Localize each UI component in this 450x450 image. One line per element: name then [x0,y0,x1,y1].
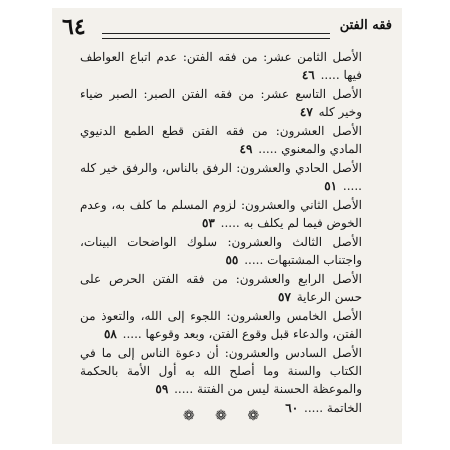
toc-entry: الأصل السادس والعشرون: أن دعوة الناس إلى ما في الكتاب والسنة وما أصلح الله به أول الأمة بالحكمة والموعظة الحسنة ليس من الفتنة ..... ٥٩ [80,346,362,396]
toc-entry-page: ٥١ [324,179,338,193]
toc-entry-text: الأصل الثامن عشر: من فقه الفتن: عدم اتباع العواطف فيها [80,50,362,82]
toc-entry-page: ٥٥ [225,253,239,267]
toc-entry: الأصل الثاني والعشرون: لزوم المسلم ما كلف به، وعدم الخوض فيما لم يكلف به ..... ٥٣ [80,198,362,230]
toc-entry: الأصل العشرون: من فقه الفتن قطع الطمع الدنيوي المادي والمعنوي ..... ٤٩ [80,124,362,156]
toc-entry-text: الأصل الثالث والعشرون: سلوك الواضحات البينات، واجتناب المشتبهات [80,235,362,267]
toc-entry-text: الأصل الحادي والعشرون: الرفق بالناس، والرفق خير كله [80,161,362,175]
header-rule [102,33,330,39]
toc-entry-page: ٥٩ [155,382,169,396]
toc-entry-text: الأصل السادس والعشرون: أن دعوة الناس إلى ما في الكتاب والسنة وما أصلح الله به أول الأمة بالحكمة والموعظة الحسنة ليس من الفتنة [80,346,362,396]
toc-entry-page: ٥٨ [103,327,117,341]
toc-entry: الأصل الثالث والعشرون: سلوك الواضحات البينات، واجتناب المشتبهات ..... ٥٥ [80,235,362,267]
toc-entry: الأصل الثامن عشر: من فقه الفتن: عدم اتباع العواطف فيها ..... ٤٦ [80,50,362,82]
page-number: ٦٤ [62,14,86,40]
toc-entry-page: ٦٠ [285,401,299,415]
toc-entry-text: الأصل الثاني والعشرون: لزوم المسلم ما كلف به، وعدم الخوض فيما لم يكلف به [80,198,362,230]
page-header [62,14,392,44]
toc-entry: الخاتمة ..... ٦٠ [285,401,362,415]
toc-entry-text: الأصل التاسع عشر: من فقه الفتن الصبر: الصبر ضياء وخير كله [80,87,362,119]
toc-entry-page: ٥٧ [278,290,291,304]
toc-entry-page: ٤٩ [239,142,253,156]
running-title: فقه الفتن [339,18,392,33]
toc-entry-text: الأصل الخامس والعشرون: اللجوء إلى الله، والتعوذ من الفتن، والدعاء قبل وقوع الفتن، وبعد وقوعها [80,309,362,341]
toc-entry-text: الأصل العشرون: من فقه الفتن قطع الطمع الدنيوي المادي والمعنوي [80,124,362,156]
toc-entry: الأصل الحادي والعشرون: الرفق بالناس، والرفق خير كله ..... ٥١ [80,161,362,193]
toc-entry-page: ٤٧ [299,105,313,119]
toc-entry: الأصل الخامس والعشرون: اللجوء إلى الله، والتعوذ من الفتن، والدعاء قبل وقوع الفتن، وبعد وقوعها ..... ٥٨ [80,309,362,341]
toc-entry-text: الخاتمة [326,401,362,415]
toc-entry-page: ٥٣ [201,216,215,230]
toc-entry-page: ٤٦ [301,68,315,82]
table-of-contents [80,48,362,418]
toc-entry [80,270,362,306]
toc-entry [80,85,362,121]
ornament-divider: ❁ ❁ ❁ [182,408,268,424]
toc-entry-text: الأصل الرابع والعشرون: من فقه الفتن الحرص على حسن الرعاية [80,272,362,304]
